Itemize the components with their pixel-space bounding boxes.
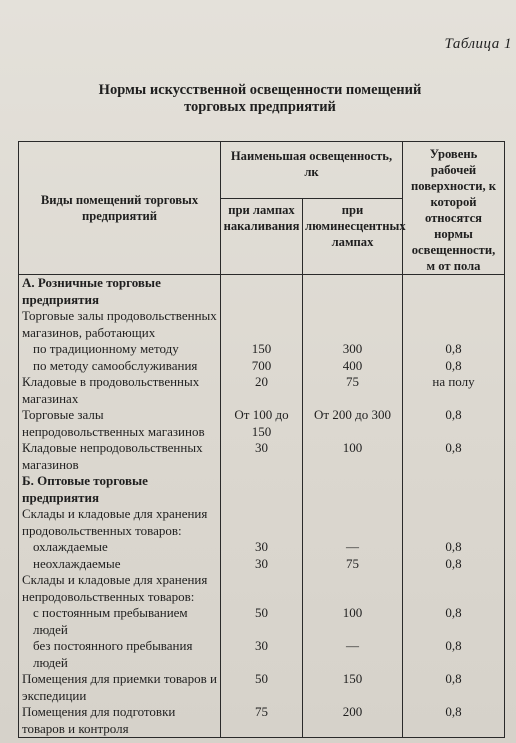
header-incandescent: при лампах накаливания [221,199,303,275]
incandescent-value-cell: 30 [221,440,303,473]
room-type-cell: Склады и кладовые для хранения непродовольственных товаров: [19,572,221,605]
luminescent-value-cell: 150 [303,671,403,704]
table-row [19,374,505,407]
incandescent-value-cell [221,572,303,605]
incandescent-value-cell [221,506,303,539]
work-surface-level-cell: 0,8 [403,704,505,738]
section-heading: Б. Оптовые торговые предприятия [19,473,221,506]
table-row [19,539,505,556]
luminescent-value-cell: 75 [303,556,403,573]
work-surface-level-cell: на полу [403,374,505,407]
table-body [19,275,505,738]
table-number-label: Таблица 1 [444,36,512,52]
work-surface-level-cell: 0,8 [403,440,505,473]
table-title [40,82,480,116]
table-row [19,308,505,341]
luminescent-value-cell: 200 [303,704,403,738]
incandescent-value-cell: 30 [221,638,303,671]
work-surface-level-cell: 0,8 [403,341,505,358]
work-surface-level-cell: 0,8 [403,605,505,638]
table-row [19,605,505,638]
luminescent-value-cell: От 200 до 300 [303,407,403,440]
section-row [19,275,505,309]
incandescent-value-cell: 50 [221,605,303,638]
luminescent-value-cell [303,473,403,506]
work-surface-level-cell: 0,8 [403,358,505,375]
header-illuminance: Наименьшая освещенность, лк [221,142,403,199]
incandescent-value-cell: 150 [221,341,303,358]
table-row [19,638,505,671]
room-type-cell: по традиционному методу [19,341,221,358]
incandescent-value-cell [221,473,303,506]
section-row [19,473,505,506]
luminescent-value-cell: 100 [303,605,403,638]
work-surface-level-cell: 0,8 [403,556,505,573]
luminescent-value-cell [303,506,403,539]
incandescent-value-cell [221,275,303,309]
table-row [19,671,505,704]
table-row [19,506,505,539]
header-luminescent: при люминесцентных лампах [303,199,403,275]
luminescent-value-cell: — [303,638,403,671]
room-type-cell: Кладовые в продовольственных магазинах [19,374,221,407]
table-title-line-2: торговых предприятий [184,99,336,115]
table-title-line-1: Нормы искусственной освещенности помещений [98,82,422,98]
work-surface-level-cell [403,473,505,506]
room-type-cell: охлаждаемые [19,539,221,556]
table-row [19,704,505,738]
incandescent-value-cell: 75 [221,704,303,738]
incandescent-value-cell [221,308,303,341]
incandescent-value-cell: 50 [221,671,303,704]
room-type-cell: по методу самообслуживания [19,358,221,375]
incandescent-value-cell: 30 [221,556,303,573]
room-type-cell: Торговые залы продовольственных магазинов, работающих [19,308,221,341]
room-type-cell: Помещения для подготовки товаров и контроля [19,704,221,738]
table-row [19,556,505,573]
table-row [19,572,505,605]
work-surface-level-cell: 0,8 [403,539,505,556]
luminescent-value-cell [303,572,403,605]
work-surface-level-cell [403,275,505,309]
work-surface-level-cell [403,572,505,605]
work-surface-level-cell: 0,8 [403,407,505,440]
luminescent-value-cell: 300 [303,341,403,358]
incandescent-value-cell: 20 [221,374,303,407]
table-row [19,407,505,440]
room-type-cell: без постоянного пребывания людей [19,638,221,671]
luminescent-value-cell: 400 [303,358,403,375]
luminescent-value-cell [303,275,403,309]
luminescent-value-cell: 100 [303,440,403,473]
incandescent-value-cell: От 100 до 150 [221,407,303,440]
incandescent-value-cell: 30 [221,539,303,556]
table-row [19,440,505,473]
header-level: Уровень рабочей поверхности, к которой относятся нормы освещенности, м от пола [403,142,505,275]
room-type-cell: с постоянным пребыванием людей [19,605,221,638]
illumination-norms-table [18,141,505,738]
room-type-cell: Помещения для приемки товаров и экспедиции [19,671,221,704]
luminescent-value-cell: 75 [303,374,403,407]
luminescent-value-cell [303,308,403,341]
room-type-cell: Торговые залы непродовольственных магазинов [19,407,221,440]
work-surface-level-cell: 0,8 [403,638,505,671]
work-surface-level-cell [403,506,505,539]
room-type-cell: Кладовые непродовольственных магазинов [19,440,221,473]
table-row [19,358,505,375]
header-rooms: Виды помещений торговых предприятий [19,142,221,275]
luminescent-value-cell: — [303,539,403,556]
table-row [19,341,505,358]
section-heading: А. Розничные торговые предприятия [19,275,221,309]
room-type-cell: Склады и кладовые для хранения продовольственных товаров: [19,506,221,539]
incandescent-value-cell: 700 [221,358,303,375]
work-surface-level-cell [403,308,505,341]
work-surface-level-cell: 0,8 [403,671,505,704]
room-type-cell: неохлаждаемые [19,556,221,573]
